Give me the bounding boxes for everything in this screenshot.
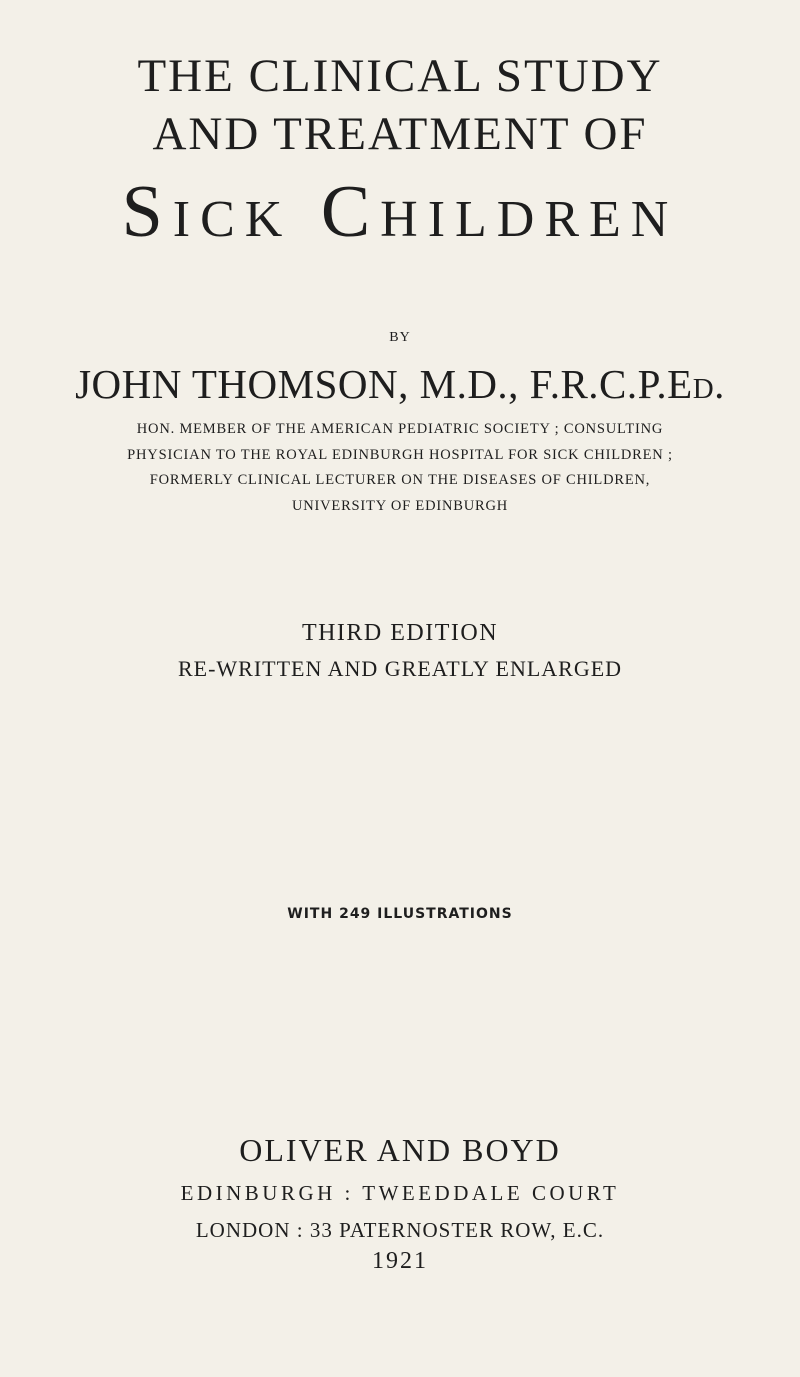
title-line-1: THE CLINICAL STUDY bbox=[137, 50, 663, 102]
title-line-2: AND TREATMENT OF bbox=[152, 108, 648, 160]
publication-year: 1921 bbox=[372, 1248, 428, 1274]
publisher-london-address: LONDON : 33 PATERNOSTER ROW, E.C. bbox=[195, 1218, 605, 1242]
author-suffix: Ed. bbox=[667, 361, 725, 407]
author-name-text: JOHN THOMSON, M.D., F.R.C.P. bbox=[75, 361, 668, 407]
credential-line: PHYSICIAN TO THE ROYAL EDINBURGH HOSPITAL FOR SICK CHILDREN ; bbox=[127, 447, 673, 463]
illustrations-note: WITH 249 ILLUSTRATIONS bbox=[287, 906, 513, 922]
publisher-name: OLIVER AND BOYD bbox=[239, 1132, 561, 1168]
by-label: BY bbox=[389, 330, 411, 345]
credential-line: FORMERLY CLINICAL LECTURER ON THE DISEASES OF CHILDREN, bbox=[149, 472, 651, 488]
credential-line: UNIVERSITY OF EDINBURGH bbox=[291, 498, 509, 514]
author-name bbox=[0, 360, 800, 408]
edition-label: THIRD EDITION bbox=[301, 620, 499, 646]
title-line-3: Sick Children bbox=[121, 171, 679, 253]
edition-note: RE-WRITTEN AND GREATLY ENLARGED bbox=[177, 656, 623, 681]
credential-line: HON. MEMBER OF THE AMERICAN PEDIATRIC SOCIETY ; CONSULTING bbox=[136, 421, 664, 437]
publisher-edinburgh-address: EDINBURGH : TWEEDDALE COURT bbox=[180, 1181, 620, 1205]
